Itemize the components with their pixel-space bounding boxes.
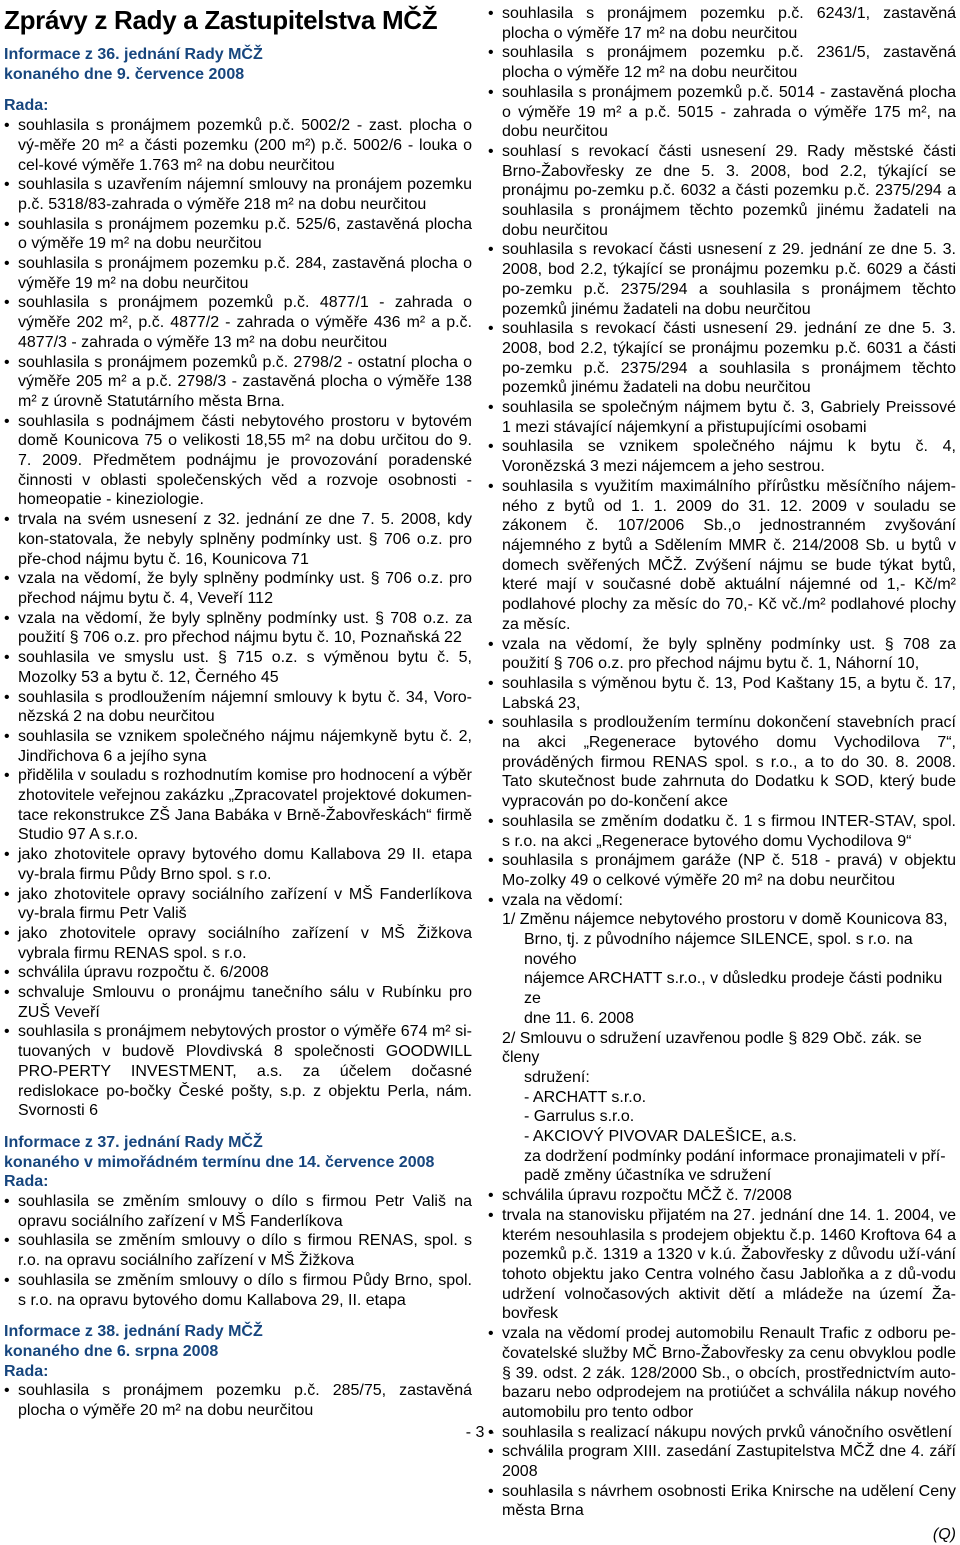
left-column [4, 4, 472, 1421]
section-36-list [4, 116, 472, 1121]
list-item: • souhlasila s prodloužením termínu dokončení stavebních prací na akci „Regenerace bytového domu Vychodilova 7“, prováděných firmou RENAS spol. s r.o., a to do 30. 8. 2008. Tato skutečnost bude zahrnuta do Dodatku k SOD, který bude vypracován po do-končení akce [488, 713, 956, 812]
note-2-line-4: padě změny účastníka ve sdružení [524, 1167, 772, 1185]
list-item: • souhlasila s pronájmem pozemku p.č. 6243/1, zastavěná plocha o výměře 17 m² na dobu neurčitou [488, 4, 956, 43]
list-item: • vzala na vědomí, že byly splněny podmínky ust. § 708 o.z. za použití § 706 o.z. pro přechod nájmu bytu č. 10, Poznaňská 22 [4, 609, 472, 648]
list-item: • souhlasila s pronájmem pozemku p.č. 2361/5, zastavěná plocha o výměře 12 m² na dobu neurčitou [488, 43, 956, 82]
note-1-line-1: 1/ Změnu nájemce nebytového prostoru v domě Kounicova 83, [502, 911, 948, 929]
list-item: • souhlasila se vznikem společného nájmu k bytu č. 4, Voronězská 3 mezi nájemcem a jeho sestrou. [488, 437, 956, 476]
page-number: - 3 - [465, 1424, 495, 1441]
list-item: • trvala na stanovisku přijatém na 27. jednání dne 14. 1. 2004, ve kterém nesouhlasila s prodejem objektu č.p. 1460 Kroftova 64 a pozemků p.č. 1319 a 1320 v k.ú. Žabovřesky z důvodu uží-vání tohoto objektu jako Centra volného času Jabloňka a z dů-vodu udržení volnočasových aktivit dětí a mládeže na území Ža-bovřesk [488, 1206, 956, 1324]
rada-label: Rada: [4, 1173, 49, 1191]
list-item: • souhlasila se změním smlouvy o dílo s firmou Petr Vališ na opravu sociálního zařízení v MŠ Fanderlíkova [4, 1192, 472, 1231]
list-item: • souhlasila s pronájmem pozemku p.č. 284, zastavěná plocha o výměře 19 m² na dobu neurčitou [4, 254, 472, 293]
list-item: • souhlasila s pronájmem pozemků p.č. 5002/2 - zast. plocha o vý-měře 20 m² a části pozemku (200 m²) p.č. 5002/6 - louka o cel-kové výměře 1.763 m² na dobu neurčitou [4, 116, 472, 175]
page-title: Zprávy z Rady a Zastupitelstva MČŽ [4, 5, 438, 35]
spacer [4, 84, 472, 96]
section-38-date: konaného dne 6. srpna 2008 [4, 1343, 219, 1360]
list-item: • souhlasila s pronájmem pozemku p.č. 525/6, zastavěná plocha o výměře 19 m² na dobu neurčitou [4, 215, 472, 254]
list-item: • schválila program XIII. zasedání Zastupitelstva MČŽ dne 4. září 2008 [488, 1442, 956, 1481]
right-list-b [488, 1186, 956, 1521]
list-item: • schválila úpravu rozpočtu MČŽ č. 7/2008 [488, 1186, 956, 1206]
list-item: • souhlasila s revokací části usnesení 29. jednání ze dne 5. 3. 2008, bod 2.2, týkající se pronájmu pozemku p.č. 6031 a části po-zemku p.č. 2375/294 a souhlasila s pronájmem těchto pozemků jinému žadateli na dobu neurčitou [488, 319, 956, 398]
list-item: • souhlasila s pronájmem pozemků p.č. 5014 - zastavěná plocha o výměře 19 m² a p.č. 5015 - zahrada o výměře 175 m², na dobu neurčitou [488, 83, 956, 142]
list-item: • vzala na vědomí: [488, 891, 956, 911]
list-item: • souhlasila ve smyslu ust. § 715 o.z. s výměnou bytu č. 5, Mozolky 53 a bytu č. 12, Černého 45 [4, 648, 472, 687]
member-3: - AKCIOVÝ PIVOVAR DALEŠICE, a.s. [524, 1128, 797, 1146]
section-37-list [4, 1192, 472, 1310]
list-item: • vzala na vědomí prodej automobilu Renault Trafic z odboru pe-čovatelské služby MČ Brno-Žabovřesky za cenu obvyklou podle § 39. odst. 2 zák. 128/2000 Sb., o obcích, prostřednictvím auto-bazaru nebo odprodejem na protiúčet a schválila nákup nového automobilu pro tento odbor [488, 1324, 956, 1423]
list-item: • jako zhotovitele opravy bytového domu Kallabova 29 II. etapa vy-brala firmu Půdy Brno spol. s r.o. [4, 845, 472, 884]
list-item: • souhlasila s pronájmem pozemku p.č. 285/75, zastavěná plocha o výměře 20 m² na dobu neurčitou [4, 1381, 472, 1420]
spacer [4, 1310, 472, 1322]
rada-label: Rada: [4, 1362, 49, 1380]
section-37-date: konaného v mimořádném termínu dne 14. července 2008 [4, 1153, 435, 1171]
list-item: • souhlasila s pronájmem pozemků p.č. 2798/2 - ostatní plocha o výměře 205 m² a p.č. 2798/3 - zastavěná plocha o výměře 138 m² z úrovně Statutárního města Brna. [4, 353, 472, 412]
list-item: • souhlasila s pronájmem nebytových prostor o výměře 674 m² si-tuovaných v budově Plovdivská 8 společnosti GOODWILL PRO-PERTY INVESTMENT, a.s. za účelem dočasné redislokace po-bočky České pošty, s.p. z objektu Perla, nám. Svornosti 6 [4, 1022, 472, 1121]
list-item: • vzala na vědomí, že byly splněny podmínky ust. § 706 o.z. pro přechod nájmu bytu č. 4, Veveří 112 [4, 569, 472, 608]
list-item: • souhlasila s výměnou bytu č. 13, Pod Kaštany 15, a bytu č. 17, Labská 23, [488, 674, 956, 713]
list-item: • souhlasila s pronájmem pozemků p.č. 4877/1 - zahrada o výměře 202 m², p.č. 4877/2 - zahrada o výměře 436 m² a p.č. 4877/3 - zahrada o výměře 13 m² na dobu neurčitou [4, 293, 472, 352]
list-item: • souhlasila s revokací části usnesení z 29. jednání ze dne 5. 3. 2008, bod 2.2, týkající se pronájmu pozemku p.č. 6029 a části po-zemku p.č. 2375/294 a souhlasila s pronájmem těchto pozemků jinému žadateli na dobu neurčitou [488, 240, 956, 319]
note-2-line-2: sdružení: [524, 1068, 590, 1086]
note-2-line-1: 2/ Smlouvu o sdružení uzavřenou podle § 829 Obč. zák. se členy [502, 1029, 922, 1067]
section-38-heading: Informace z 38. jednání Rady MČŽ [4, 1323, 263, 1341]
list-item: • souhlasila s realizací nákupu nových prvků vánočního osvětlení [488, 1423, 956, 1443]
right-column [488, 4, 956, 1545]
note-1-line-4: dne 11. 6. 2008 [524, 1009, 635, 1027]
member-2: - Garrulus s.r.o. [524, 1108, 635, 1126]
list-item: • vzala na vědomí, že byly splněny podmínky ust. § 708 za použití § 706 o.z. pro přechod nájmu bytu č. 1, Náhorní 10, [488, 635, 956, 674]
member-1: - ARCHATT s.r.o. [524, 1088, 647, 1106]
list-item: • souhlasila s prodloužením nájemní smlouvy k bytu č. 34, Voro-nězská 2 na dobu neurčitou [4, 688, 472, 727]
list-item: • souhlasila se změním smlouvy o dílo s firmou RENAS, spol. s r.o. na opravu sociálního zařízení v MŠ Žižkova [4, 1231, 472, 1270]
spacer [4, 1121, 472, 1133]
list-item: • trvala na svém usnesení z 32. jednání ze dne 7. 5. 2008, kdy kon-statovala, že nebyly splněny podmínky ust. § 706 o.z. pro pře-chod nájmu bytu č. 16, Kounicova 71 [4, 510, 472, 569]
section-37-heading: Informace z 37. jednání Rady MČŽ [4, 1133, 263, 1151]
list-item: • schvaluje Smlouvu o pronájmu tanečního sálu v Rubínku pro ZUŠ Veveří [4, 983, 472, 1022]
list-item: • souhlasila s využitím maximálního přírůstku měsíčního nájem-ného z bytů od 1. 1. 2009 do 31. 12. 2009 v souladu se zákonem č. 107/2006 Sb.,o jednostranném zvyšování nájemného z bytů a Sdělením MMR č. 214/2008 Sb. u bytů v domech svěřených MČŽ. Zvýšení nájmu se bude týkat bytů, které mají v současné době aktuální nájemné od 1,- Kč/m² podlahové plochy za měsíc do 70,- Kč vč./m² podlahové plochy za měsíc. [488, 477, 956, 635]
signature: (Q) [932, 1526, 956, 1544]
right-list-a [488, 4, 956, 910]
list-item: • schválila úpravu rozpočtu č. 6/2008 [4, 963, 472, 983]
list-item: • souhlasila se společným nájmem bytu č. 3, Gabriely Preissové 1 mezi stávající nájemkyní a přistupujícími osobami [488, 398, 956, 437]
note-1-line-3: nájemce ARCHATT s.r.o., v důsledku prodeje části podniku ze [524, 970, 943, 1008]
section-38-list [4, 1381, 472, 1420]
section-36-heading: Informace z 36. jednání Rady MČŽ [4, 46, 263, 63]
section-36-date: konaného dne 9. července 2008 [4, 65, 245, 83]
list-item: • souhlasí s revokací části usnesení 29. Rady městské části Brno-Žabovřesky ze dne 5. 3. 2008, bod 2.2, týkající se pronájmu po-zemku p.č. 6032 a části pozemku p.č. 2375/294 a souhlasila s pronájmem těchto pozemků jinému žadateli na dobu neurčitou [488, 142, 956, 241]
rada-label: Rada: [4, 97, 49, 115]
list-item: • jako zhotovitele opravy sociálního zařízení v MŠ Fanderlíkova vy-brala firmu Petr Vališ [4, 885, 472, 924]
list-item: • souhlasila se změním dodatku č. 1 s firmou INTER-STAV, spol. s r.o. na akci „Regenerace bytového domu Vychodilova 9“ [488, 812, 956, 851]
list-item: • souhlasila s uzavřením nájemní smlouvy na pronájem pozemku p.č. 5318/83-zahrada o výměře 218 m² na dobu neurčitou [4, 175, 472, 214]
list-item: • souhlasila s podnájmem části nebytového prostoru v bytovém domě Kounicova 75 o velikosti 18,55 m² na dobu určitou do 9. 7. 2009. Předmětem podnájmu je provozování poradenské činnosti v oblasti společenských věd a rozvoje osobnosti - homeopatie - kineziologie. [4, 412, 472, 511]
list-item: • souhlasila se změním smlouvy o dílo s firmou Půdy Brno, spol. s r.o. na opravu bytového domu Kallabova 29, II. etapa [4, 1271, 472, 1310]
note-1-line-2: Brno, tj. z původního nájemce SILENCE, spol. s r.o. na nového [524, 931, 913, 968]
list-item: • souhlasila se vznikem společného nájmu nájemkyně bytu č. 2, Jindřichova 6 a jejího syna [4, 727, 472, 766]
spacer [4, 36, 472, 45]
list-item: • přidělila v souladu s rozhodnutím komise pro hodnocení a výběr zhotovitele veřejnou zakázku „Zpracovatel projektové dokumen-tace rekonstrukce ZŠ Jana Babáka v Brně-Žabovřeskách“ firmě Studio 97 A s.r.o. [4, 766, 472, 845]
list-item: • jako zhotovitele opravy sociálního zařízení v MŠ Žižkova vybrala firmu RENAS spol. s r.o. [4, 924, 472, 963]
list-item: • souhlasila s pronájmem garáže (NP č. 518 - pravá) v objektu Mo-zolky 49 o celkové výměře 20 m² na dobu neurčitou [488, 851, 956, 890]
note-2-line-3: za dodržení podmínky podání informace pronajimateli v pří- [524, 1147, 946, 1165]
list-item: • souhlasila s návrhem osobnosti Erika Knirsche na udělení Ceny města Brna [488, 1482, 956, 1521]
